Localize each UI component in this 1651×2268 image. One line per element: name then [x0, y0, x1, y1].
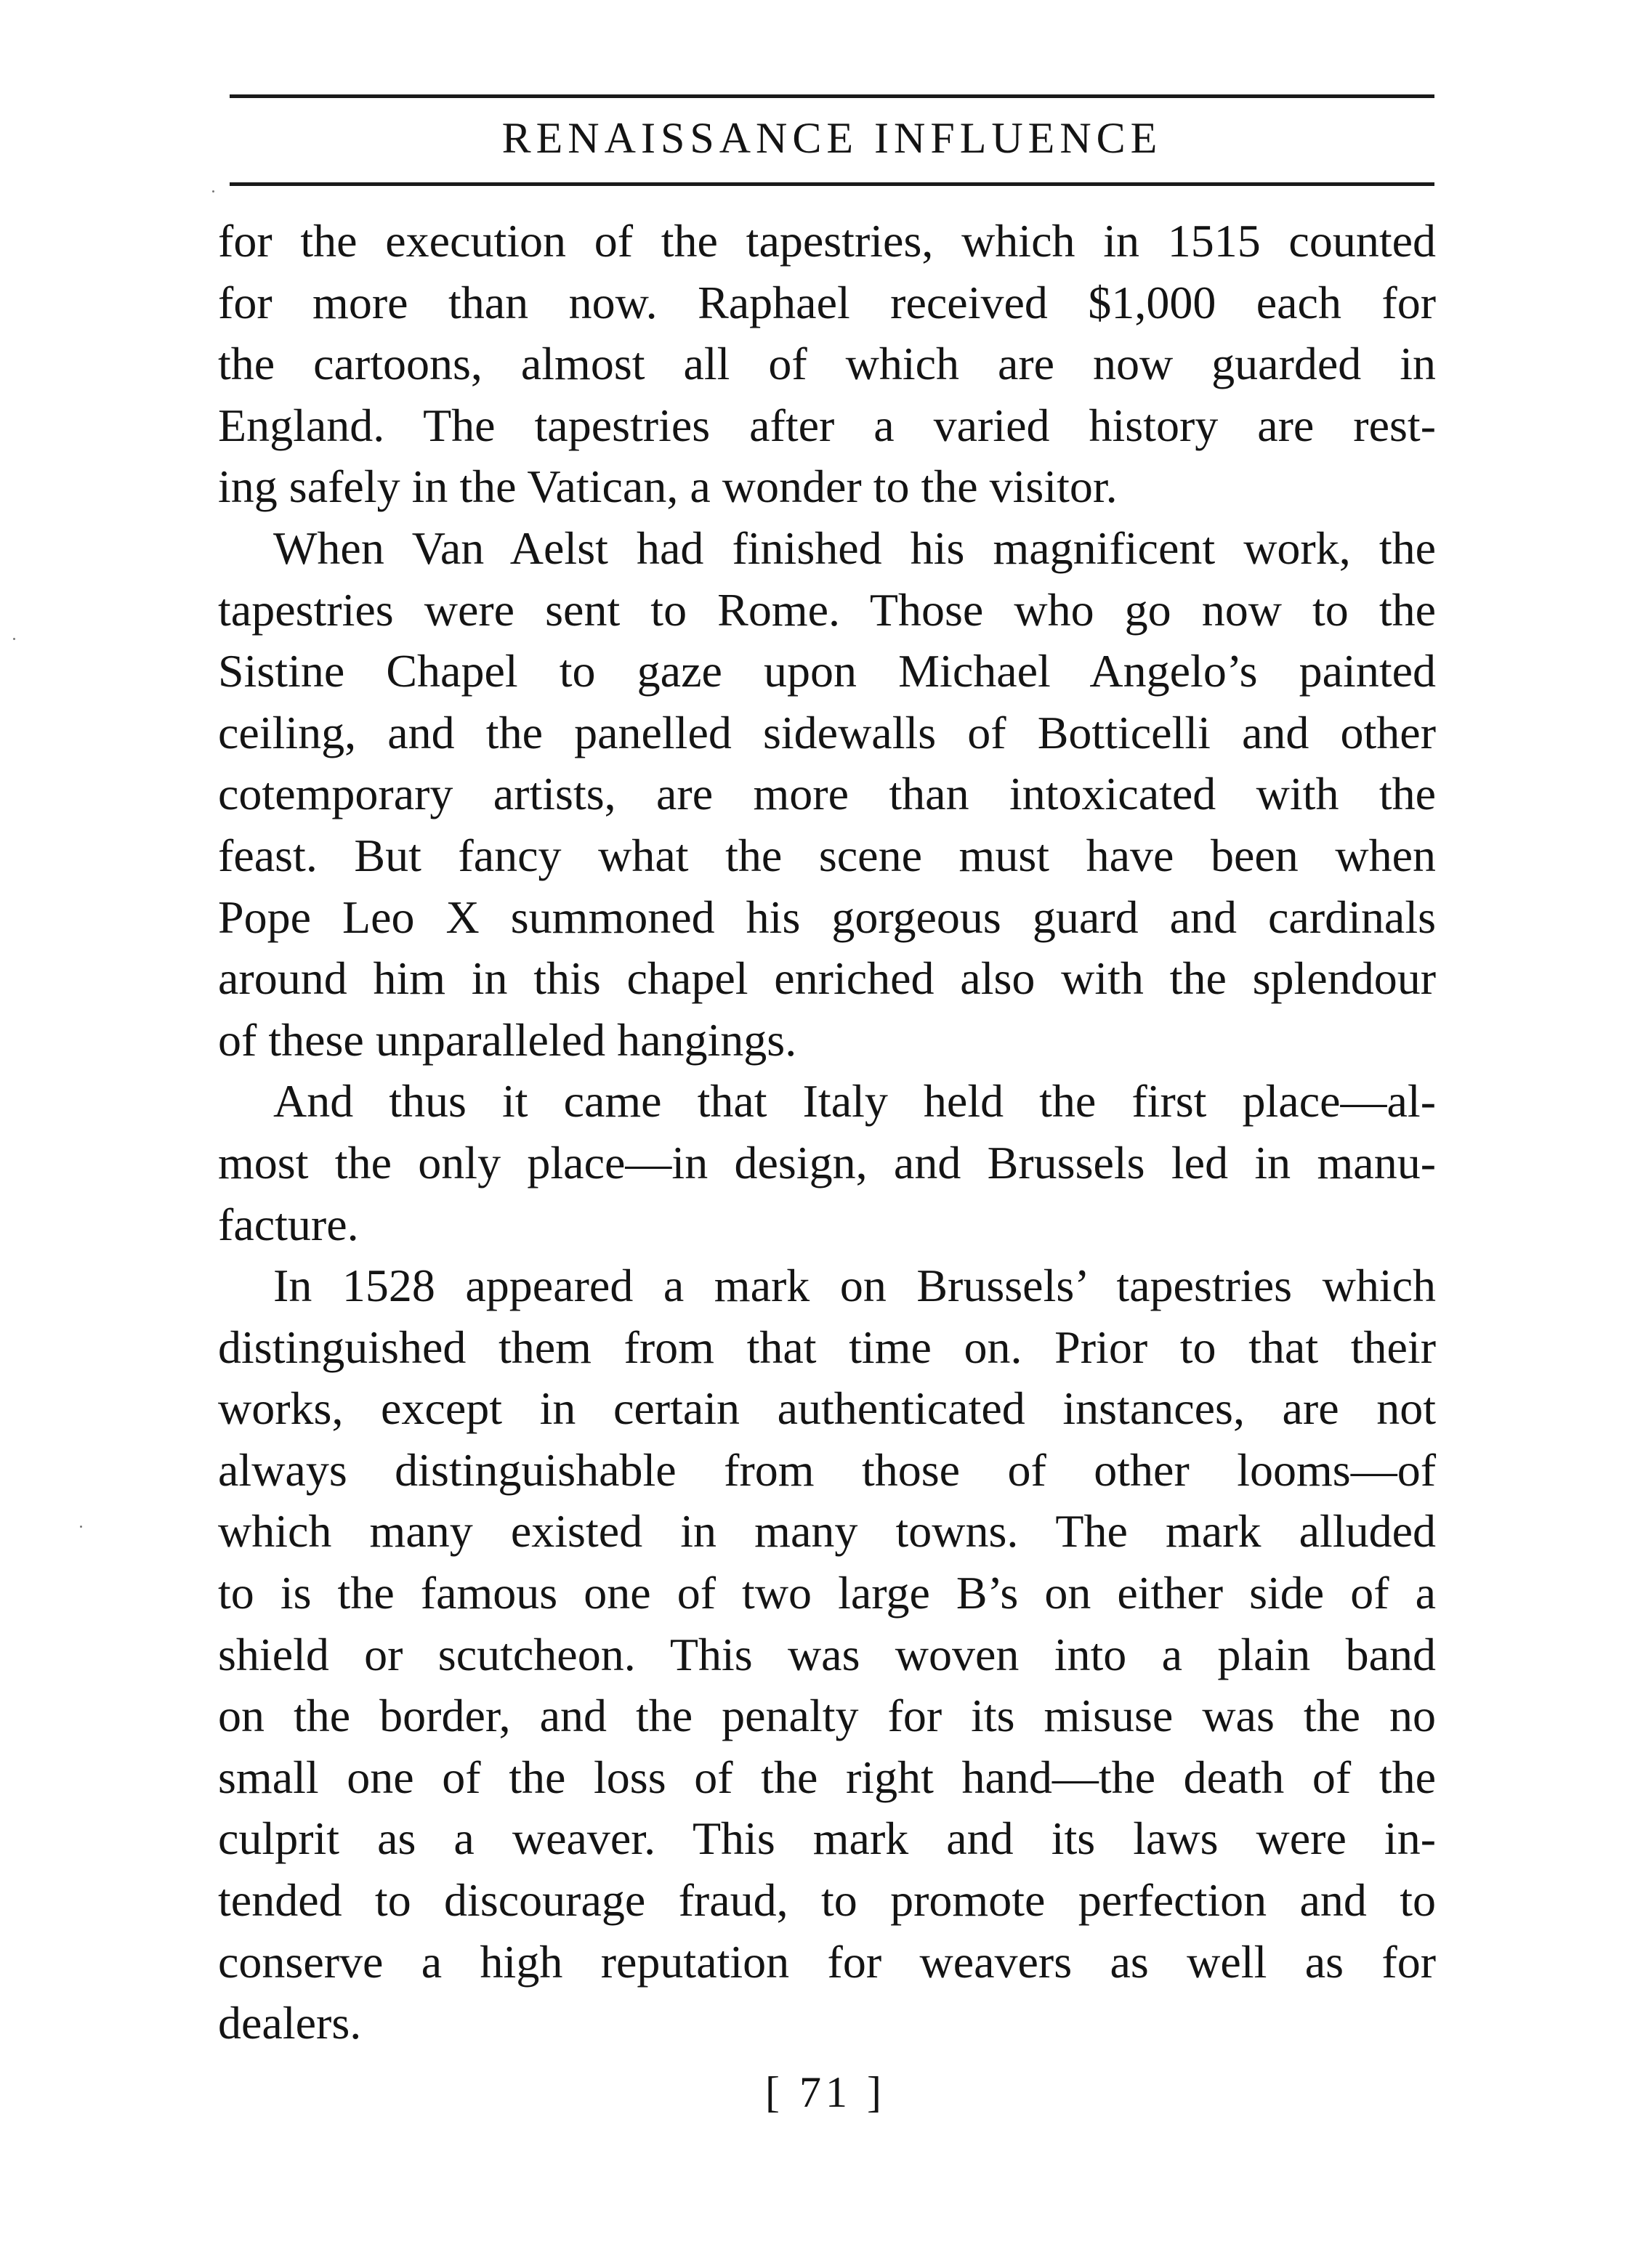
- scan-speck: [13, 638, 15, 640]
- text-line: for the execution of the tapestries, which in 1515 counted: [218, 215, 1436, 267]
- text-line: for more than now. Raphael received $1,000 each for: [218, 276, 1436, 328]
- text-line: dealers.: [218, 1997, 362, 2049]
- header-rule-bottom: [230, 182, 1434, 186]
- text-line: tended to discourage fraud, to promote perfection and to: [218, 1874, 1436, 1927]
- header-rule-top: [230, 94, 1434, 98]
- text-line: around him in this chapel enriched also with the splendour: [218, 952, 1436, 1005]
- text-line: Sistine Chapel to gaze upon Michael Angelo’s painted: [218, 645, 1436, 697]
- text-line: which many existed in many towns. The mark alluded: [218, 1505, 1436, 1558]
- text-line: feast. But fancy what the scene must have been when: [218, 829, 1436, 881]
- text-line: distinguished them from that time on. Prior to that their: [218, 1321, 1436, 1373]
- scan-speck: [80, 1526, 82, 1528]
- text-line: tapestries were sent to Rome. Those who go now to the: [218, 583, 1436, 636]
- text-line: of these unparalleled hangings.: [218, 1013, 797, 1066]
- text-line: cotemporary artists, are more than intoxicated with the: [218, 768, 1436, 820]
- text-line: ing safely in the Vatican, a wonder to the visitor.: [218, 461, 1118, 513]
- text-line: most the only place—in design, and Brussels led in manu-: [218, 1136, 1436, 1188]
- text-line: shield or scutcheon. This was woven into a plain band: [218, 1628, 1436, 1680]
- text-line: to is the famous one of two large B’s on either side of a: [218, 1567, 1436, 1619]
- page-number: [ 71 ]: [765, 2068, 886, 2116]
- text-line: England. The tapestries after a varied history are rest-: [218, 399, 1436, 451]
- text-line: facture.: [218, 1198, 359, 1250]
- text-line: In 1528 appeared a mark on Brussels’ tapestries which: [273, 1260, 1436, 1312]
- scan-speck: [212, 190, 214, 193]
- text-line: When Van Aelst had finished his magnificent work, the: [273, 522, 1436, 574]
- running-head: RENAISSANCE INFLUENCE: [501, 114, 1163, 162]
- text-line: works, except in certain authenticated instances, are not: [218, 1382, 1436, 1435]
- text-line: conserve a high reputation for weavers as well as for: [218, 1935, 1436, 1988]
- text-line: culprit as a weaver. This mark and its laws were in-: [218, 1813, 1436, 1865]
- text-line: always distinguishable from those of other looms—of: [218, 1443, 1436, 1496]
- text-line: small one of the loss of the right hand—the death of the: [218, 1751, 1436, 1803]
- body-text: [218, 211, 1436, 2054]
- text-line: Pope Leo X summoned his gorgeous guard and cardinals: [218, 891, 1436, 943]
- text-line: ceiling, and the panelled sidewalls of Botticelli and other: [218, 706, 1436, 758]
- text-line: And thus it came that Italy held the first place—al-: [273, 1075, 1436, 1127]
- text-line: the cartoons, almost all of which are now guarded in: [218, 338, 1436, 390]
- text-line: on the border, and the penalty for its misuse was the no: [218, 1690, 1436, 1742]
